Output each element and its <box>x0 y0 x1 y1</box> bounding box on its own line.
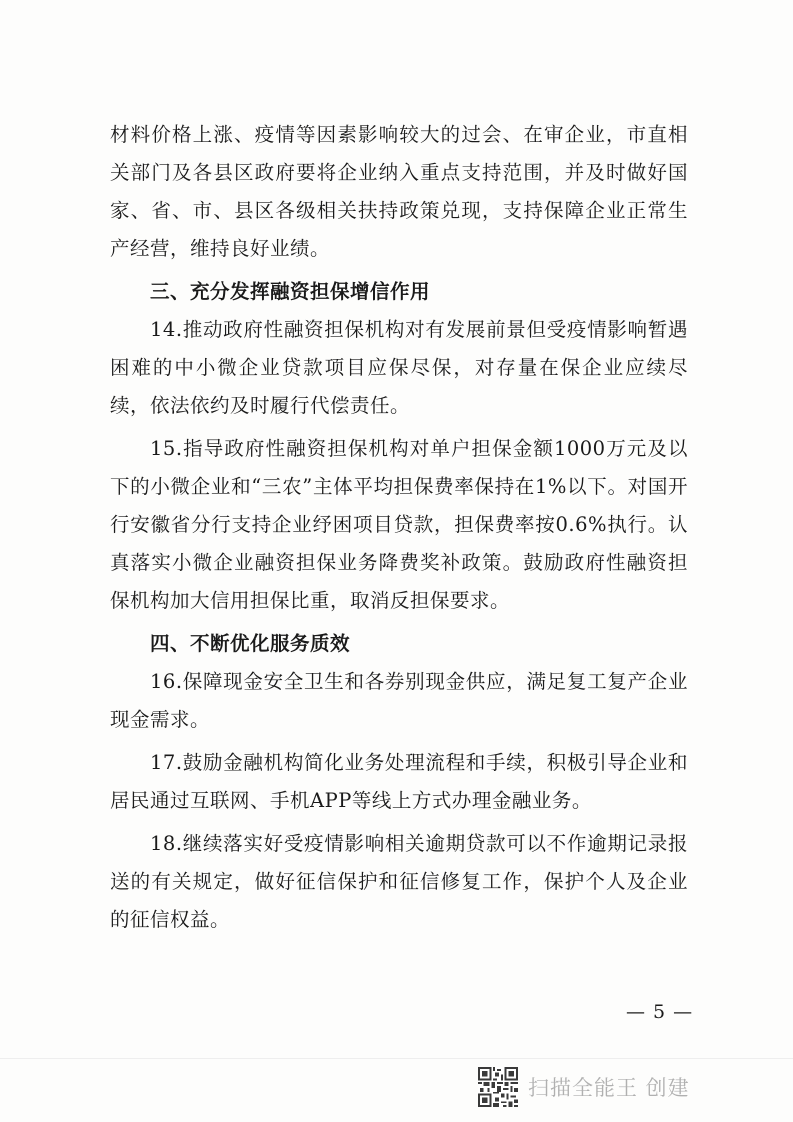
continued-paragraph: 材料价格上涨、疫情等因素影响较大的过会、在审企业，市直相关部门及各县区政府要将企业纳入重点支持范围，并及时做好国家、省、市、县区各级相关扶持政策兑现，支持保障企业正常生产经营，维持良好业绩。 <box>110 123 688 260</box>
numbered-paragraph: 15.指导政府性融资担保机构对单户担保金额1000万元及以下的小微企业和“三农”主体平均担保费率保持在1%以下。对国开行安徽省分行支持企业纾困项目贷款，担保费率按0.6%执行。认真落实小微企业融资担保业务降费奖补政策。鼓励政府性融资担保机构加大信用担保比重，取消反担保要求。 <box>110 437 688 612</box>
numbered-paragraph: 17.鼓励金融机构简化业务处理流程和手续，积极引导企业和居民通过互联网、手机APP等线上方式办理金融业务。 <box>110 751 688 812</box>
section-heading: 四、不断优化服务质效 <box>150 632 351 655</box>
paragraph-spacer <box>110 939 688 944</box>
numbered-paragraph: 14.推动政府性融资担保机构对有发展前景但受疫情影响暂遇困难的中小微企业贷款项目应保尽保，对存量在保企业应续尽续，依法依约及时履行代偿责任。 <box>110 318 688 417</box>
document-body <box>110 116 688 944</box>
numbered-paragraph: 18.继续落实好受疫情影响相关逾期贷款可以不作逾期记录报送的有关规定，做好征信保护和征信修复工作，保护个人及企业的征信权益。 <box>110 832 688 931</box>
section-heading: 三、充分发挥融资担保增信作用 <box>150 280 431 303</box>
page-number: — 5 — <box>626 1001 694 1023</box>
scanner-watermark <box>478 1064 690 1110</box>
scan-edge-divider <box>0 1058 793 1059</box>
numbered-paragraph: 16.保障现金安全卫生和各券别现金供应，满足复工复产企业现金需求。 <box>110 670 688 731</box>
scanner-watermark-text: 扫描全能王 创建 <box>528 1076 690 1100</box>
qr-code-icon <box>478 1067 518 1107</box>
